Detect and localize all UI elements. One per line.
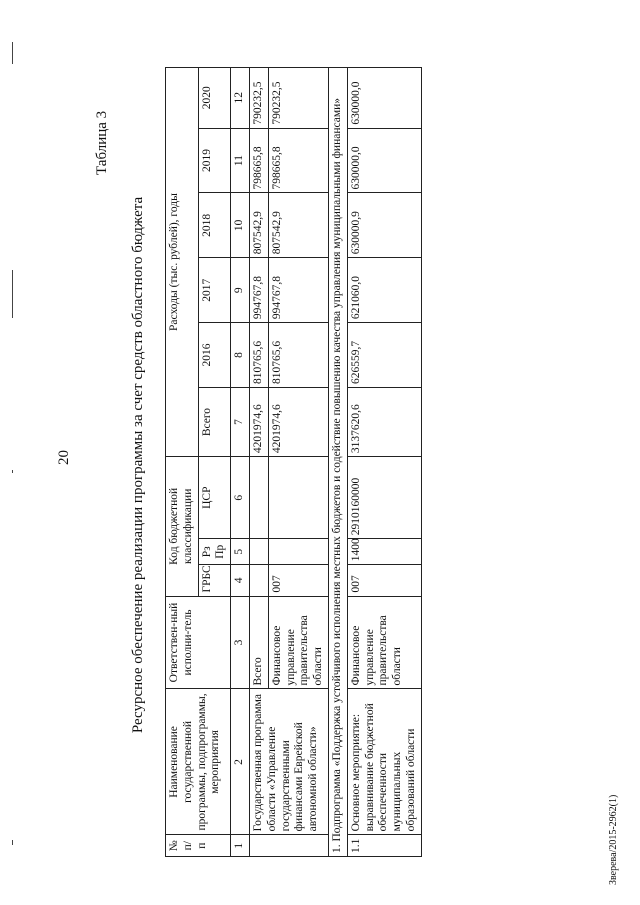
header-no: № п/п: [166, 835, 231, 857]
column-number: 11: [231, 128, 250, 193]
column-number: 1: [231, 835, 250, 857]
item-value: 630000,0: [347, 128, 421, 193]
column-number: 12: [231, 68, 250, 129]
header-budget-code: Код бюджетной классификации: [166, 457, 199, 596]
program-finance-value: 790232,5: [268, 68, 328, 129]
item-value: 626559,7: [347, 323, 421, 388]
program-finance-rzpr: [268, 539, 328, 565]
subprogram-title: 1. Подпрограмма «Поддержка устойчивого исполнения местных бюджетов и содействие повышению качества управления муниципальными финансами»: [328, 68, 347, 857]
program-finance-value: 994767,8: [268, 258, 328, 323]
column-number: 2: [231, 689, 250, 835]
header-year-2020: 2020: [198, 68, 231, 129]
item-grbs: 007: [347, 565, 421, 596]
program-no: [249, 835, 328, 857]
program-finance-csr: [268, 457, 328, 539]
table-label: Таблица 3: [94, 110, 110, 175]
program-total-responsible: Всего: [249, 596, 268, 689]
program-total-value: 810765,6: [249, 323, 268, 388]
program-total-grbs: [249, 565, 268, 596]
program-name: Государственная программа области «Управление государственными финансами Еврейской автономной области»: [249, 689, 328, 835]
program-total-value: 994767,8: [249, 258, 268, 323]
item-rzpr: 1400: [347, 539, 421, 565]
program-finance-value: 4201974,6: [268, 387, 328, 456]
program-total-csr: [249, 457, 268, 539]
column-number: 4: [231, 565, 250, 596]
column-number: 10: [231, 193, 250, 258]
item-value: 630000,0: [347, 68, 421, 129]
column-number: 6: [231, 457, 250, 539]
program-finance-value: 810765,6: [268, 323, 328, 388]
column-number: 3: [231, 596, 250, 689]
program-total-value: 807542,9: [249, 193, 268, 258]
header-grbs: ГРБС: [198, 565, 231, 596]
item-value: 3137620,6: [347, 387, 421, 456]
item-responsible: Финансовое управление правительства области: [347, 596, 421, 689]
item-value: 621060,0: [347, 258, 421, 323]
program-finance-responsible: Финансовое управление правительства области: [268, 596, 328, 689]
item-row: [347, 68, 421, 857]
program-finance-value: 798665,8: [268, 128, 328, 193]
subprogram-row: [328, 68, 347, 857]
footer-code: Зверева/2015-2962(1): [608, 794, 619, 885]
column-number-row: [231, 68, 250, 857]
program-total-value: 790232,5: [249, 68, 268, 129]
column-number: 7: [231, 387, 250, 456]
item-name: Основное мероприятие: выравнивание бюджетной обеспеченности муниципальных образований области: [347, 689, 421, 835]
program-total-row: [249, 68, 268, 857]
header-year-2017: 2017: [198, 258, 231, 323]
header-name: Наименование государственной программы, подпрограммы, мероприятия: [166, 689, 231, 835]
header-responsible: Ответствен-ный исполни-тель: [166, 596, 231, 689]
program-total-value: 4201974,6: [249, 387, 268, 456]
program-finance-grbs: 007: [268, 565, 328, 596]
header-csr: ЦСР: [198, 457, 231, 539]
program-total-value: 798665,8: [249, 128, 268, 193]
item-value: 630000,9: [347, 193, 421, 258]
document-title: Ресурсное обеспечение реализации программы за счет средств областного бюджета: [130, 196, 146, 734]
header-year-2016: 2016: [198, 323, 231, 388]
header-year-2018: 2018: [198, 193, 231, 258]
item-no: 1.1: [347, 835, 421, 857]
header-year-2019: 2019: [198, 128, 231, 193]
header-total: Всего: [198, 387, 231, 456]
header-rzpr: Рз Пр: [198, 539, 231, 565]
column-number: 5: [231, 539, 250, 565]
header-expenses: Расходы (тыс. рублей), годы: [166, 68, 199, 457]
header-row: [166, 68, 199, 857]
page-number: 20: [56, 450, 72, 465]
program-total-rzpr: [249, 539, 268, 565]
item-csr: 2910160000: [347, 457, 421, 539]
budget-table: [165, 67, 422, 857]
column-number: 8: [231, 323, 250, 388]
program-finance-value: 807542,9: [268, 193, 328, 258]
column-number: 9: [231, 258, 250, 323]
